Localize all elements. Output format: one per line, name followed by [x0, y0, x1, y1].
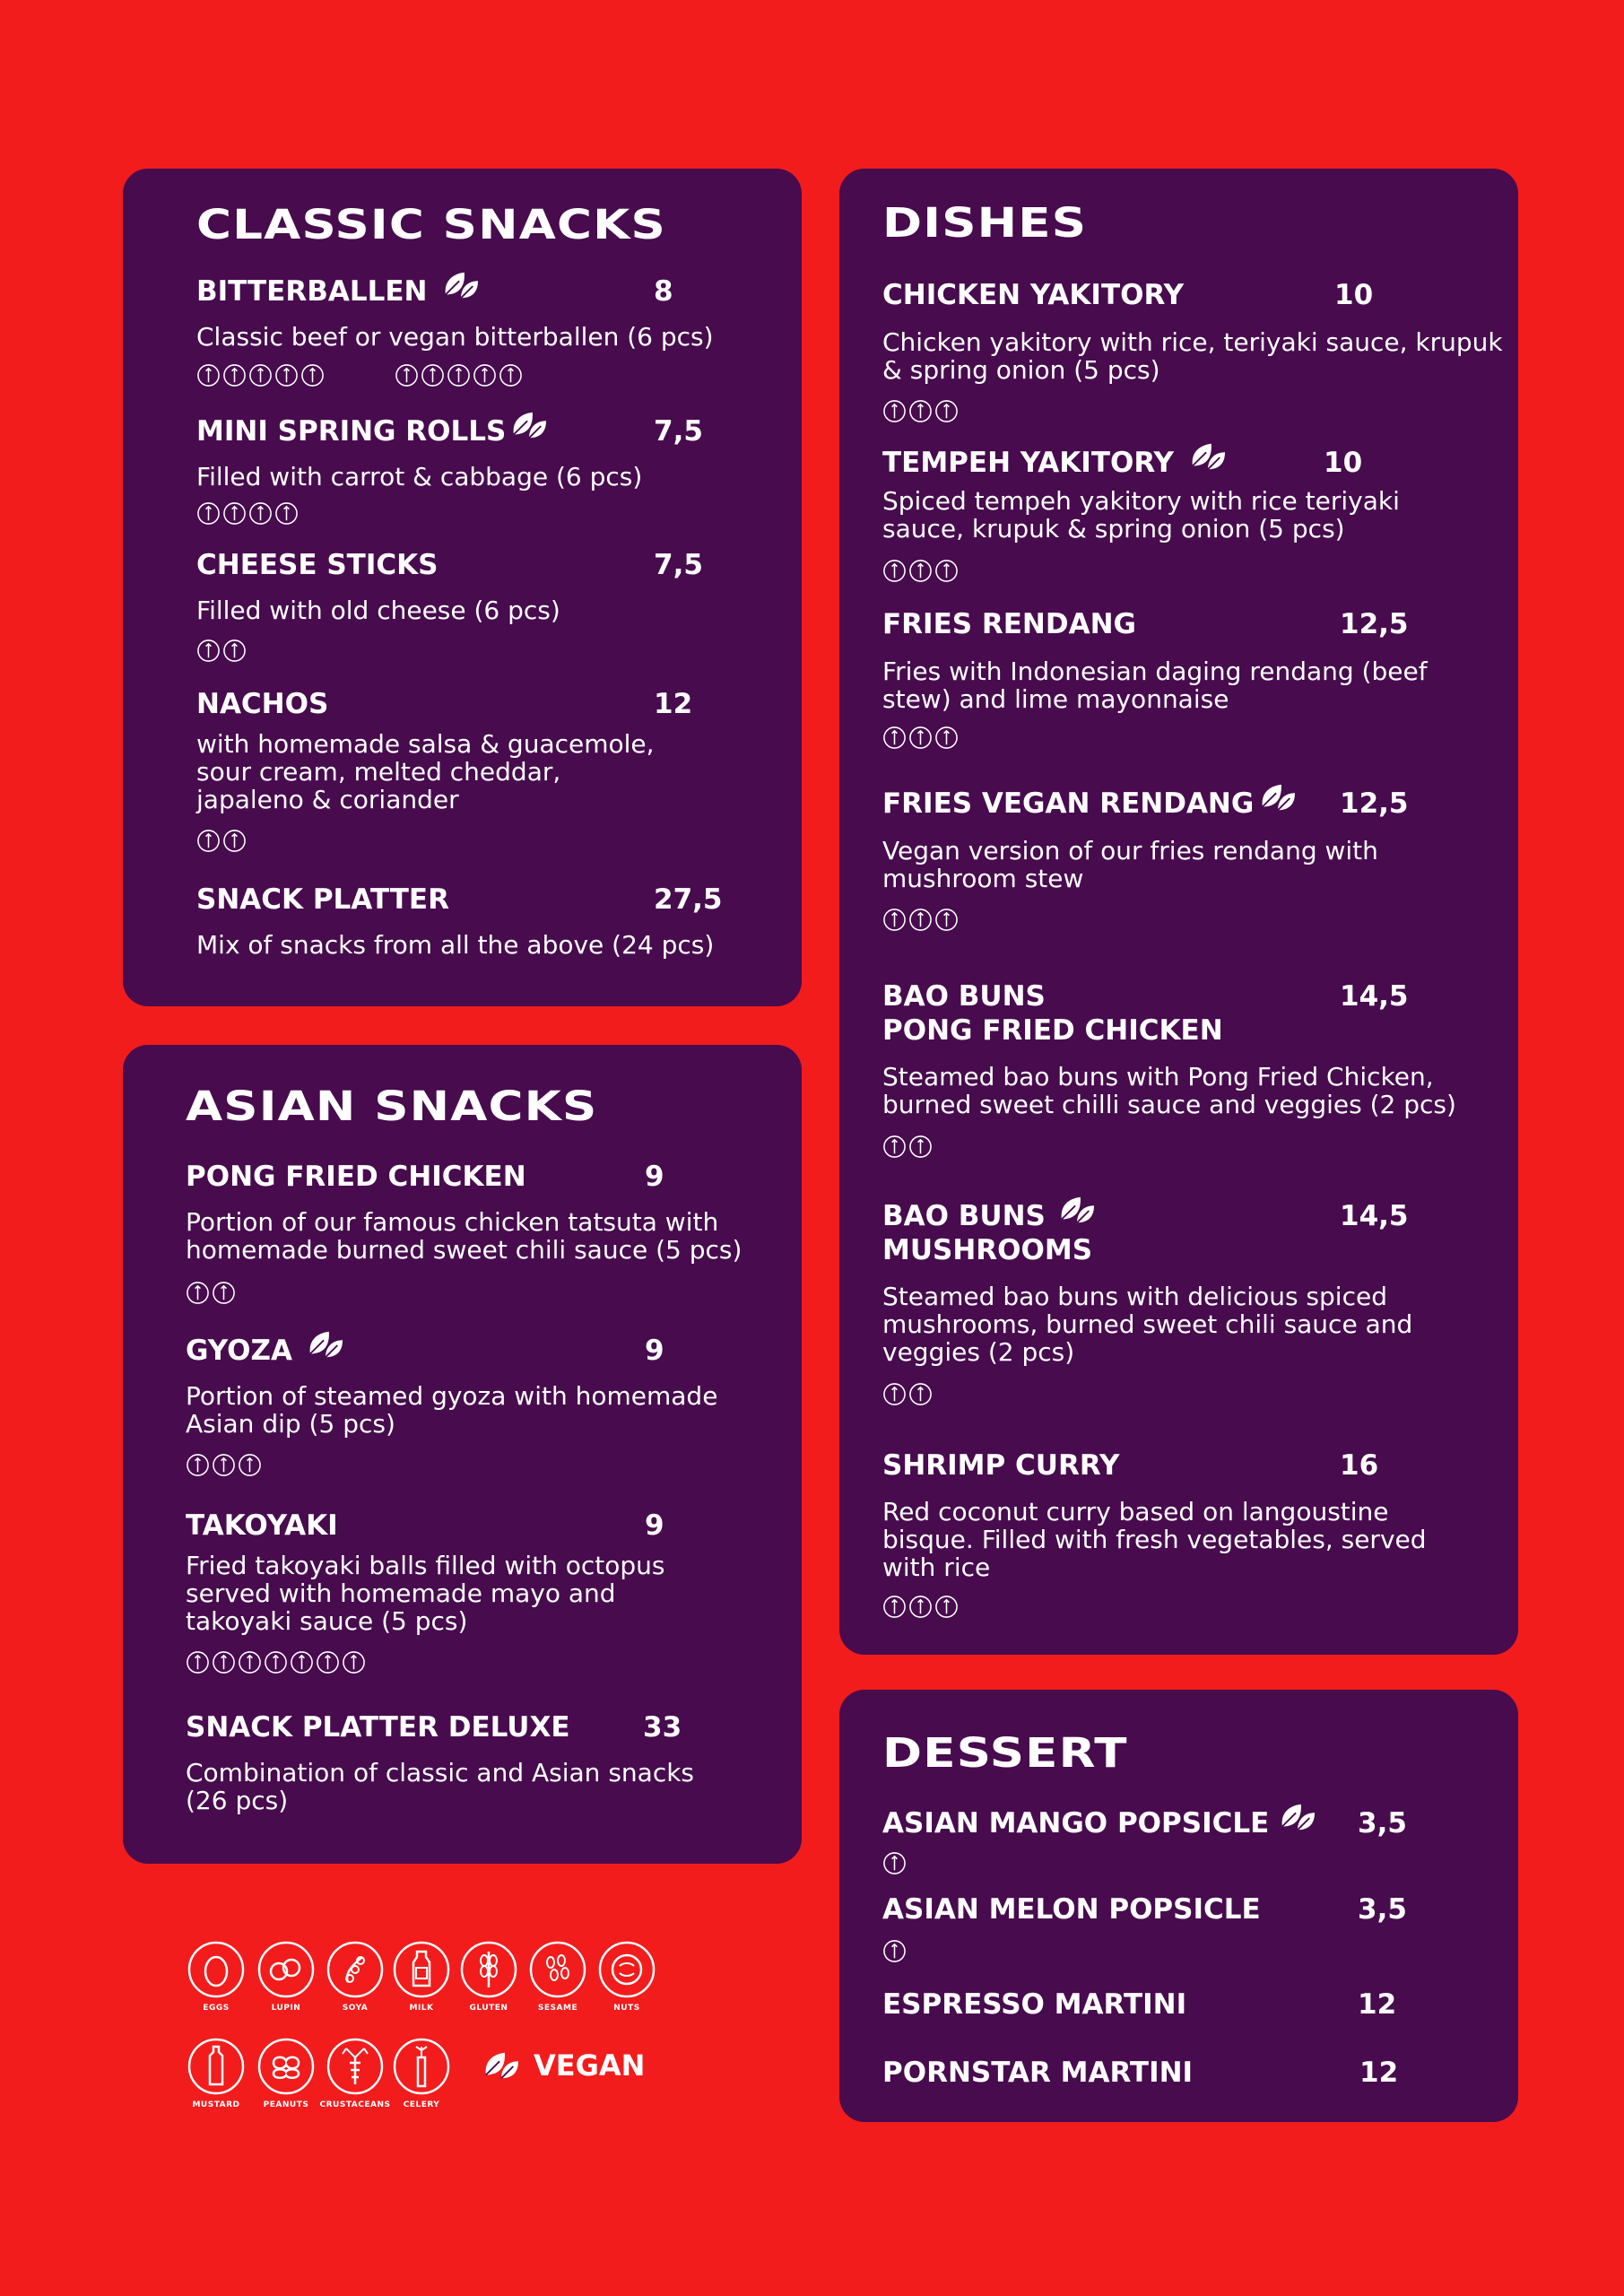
sesame-icon	[529, 1941, 586, 1998]
menu-item-description: Combination of classic and Asian snacks (26 pcs)	[186, 1758, 695, 1815]
menu-item-name: ESPRESSO MARTINI	[882, 1988, 1187, 2021]
section-title: DISHES	[882, 199, 1088, 247]
allergen-icon	[908, 399, 933, 423]
allergen-icon	[882, 399, 907, 423]
allergen-icons	[186, 1650, 366, 1675]
allergen-icon	[186, 1281, 210, 1305]
allergen-icon	[222, 829, 247, 853]
allergen-icon	[934, 399, 959, 423]
allergen-icon	[882, 1939, 907, 1963]
allergen-icon	[499, 363, 523, 387]
legend-label: CRUSTACEANS	[319, 2100, 391, 2109]
menu-item-price: 12,5	[1340, 608, 1409, 640]
menu-item-name: BAO BUNS PONG FRIED CHICKEN	[882, 980, 1223, 1047]
menu-item-description: Filled with old cheese (6 pcs)	[196, 596, 560, 625]
menu-item-description: Portion of steamed gyoza with homemade Asian dip (5 pcs)	[186, 1381, 718, 1439]
menu-item-name: CHEESE STICKS	[196, 549, 439, 581]
menu-item-name: MINI SPRING ROLLS	[196, 415, 507, 448]
menu-item-name: BITTERBALLEN	[196, 275, 428, 308]
vegan-leaf-icon	[1259, 781, 1297, 815]
allergen-icon	[421, 363, 445, 387]
allergen-icons	[186, 1281, 236, 1306]
menu-item-description: Mix of snacks from all the above (24 pcs)	[196, 930, 715, 960]
allergen-icon	[934, 908, 959, 932]
allergen-icon	[934, 559, 959, 583]
menu-item-name: ASIAN MELON POPSICLE	[882, 1893, 1261, 1926]
allergen-icon	[290, 1650, 314, 1674]
allergen-icon	[300, 363, 325, 387]
menu-item-description: Steamed bao buns with delicious spiced mushrooms, burned sweet chili sauce and veggies (2 pcs)	[882, 1282, 1413, 1367]
celery-icon	[393, 2038, 450, 2095]
menu-item-price: 8	[654, 275, 673, 308]
allergen-icon	[316, 1650, 340, 1674]
menu-item-price: 10	[1334, 279, 1374, 311]
legend-label: MUSTARD	[192, 2100, 240, 2109]
crustaceans-icon	[326, 2038, 384, 2095]
allergen-icon	[264, 1650, 288, 1674]
allergen-icon	[908, 1135, 933, 1159]
menu-item-price: 9	[645, 1161, 664, 1193]
classic-snacks-card	[123, 169, 802, 1006]
eggs-icon	[187, 1941, 245, 1998]
allergen-icon	[222, 501, 247, 526]
allergen-icon	[196, 829, 221, 853]
menu-item-name: NACHOS	[196, 688, 329, 720]
allergen-icons	[196, 501, 299, 526]
menu-item-price: 33	[643, 1711, 682, 1744]
menu-item-price: 3,5	[1358, 1807, 1407, 1839]
allergen-icons	[882, 1939, 907, 1964]
allergen-icon	[274, 363, 299, 387]
legend-label: EGGS	[203, 2004, 230, 2013]
allergen-icon	[473, 363, 497, 387]
vegan-leaf-icon	[1058, 1194, 1096, 1228]
allergen-icon	[186, 1650, 210, 1674]
allergen-icon	[212, 1453, 236, 1477]
allergen-icon	[934, 726, 959, 750]
allergen-icon	[882, 1595, 907, 1619]
vegan-leaf-icon	[510, 409, 548, 443]
allergen-icon	[908, 1595, 933, 1619]
allergen-icon	[882, 1851, 907, 1875]
allergen-icon	[196, 363, 221, 387]
lupin-icon	[257, 1941, 315, 1998]
allergen-icon	[248, 501, 273, 526]
menu-item-description: Vegan version of our fries rendang with mushroom stew	[882, 836, 1378, 893]
allergen-icons	[882, 1135, 933, 1160]
menu-item-description: Chicken yakitory with rice, teriyaki sauce, krupuk & spring onion (5 pcs)	[882, 327, 1503, 385]
menu-item-name: BAO BUNS MUSHROOMS	[882, 1200, 1093, 1266]
menu-item-name: TEMPEH YAKITORY	[882, 447, 1174, 479]
menu-item-name: SNACK PLATTER DELUXE	[186, 1711, 570, 1744]
allergen-icons	[395, 363, 523, 388]
menu-item-description: Fried takoyaki balls filled with octopus served with homemade mayo and takoyaki sauce (5 pcs)	[186, 1551, 665, 1636]
milk-icon	[393, 1941, 450, 1998]
menu-item-price: 12	[1358, 1988, 1397, 2021]
allergen-icon	[908, 726, 933, 750]
allergen-icon	[238, 1650, 262, 1674]
section-title: CLASSIC SNACKS	[196, 201, 666, 248]
menu-item-name: SNACK PLATTER	[196, 883, 449, 916]
allergen-icon	[238, 1453, 262, 1477]
menu-item-description: Classic beef or vegan bitterballen (6 pcs)	[196, 322, 714, 352]
allergen-icon	[342, 1650, 366, 1674]
allergen-icon	[186, 1453, 210, 1477]
allergen-icon	[212, 1281, 236, 1305]
gluten-icon	[460, 1941, 517, 1998]
menu-item-description: Fries with Indonesian daging rendang (beef stew) and lime mayonnaise	[882, 657, 1428, 714]
mustard-icon	[187, 2038, 245, 2095]
section-title: DESSERT	[882, 1729, 1128, 1777]
allergen-icons	[196, 363, 325, 388]
menu-item-name: CHICKEN YAKITORY	[882, 279, 1185, 311]
allergen-icons	[196, 829, 247, 854]
menu-item-name: PORNSTAR MARTINI	[882, 2057, 1194, 2089]
menu-item-price: 27,5	[654, 883, 723, 916]
vegan-leaf-icon	[1189, 440, 1227, 474]
menu-item-name: FRIES VEGAN RENDANG	[882, 787, 1255, 820]
menu-item-price: 9	[645, 1509, 664, 1542]
allergen-icon	[882, 1382, 907, 1406]
menu-item-name: TAKOYAKI	[186, 1509, 338, 1542]
allergen-icon	[196, 639, 221, 663]
allergen-icons	[882, 559, 959, 584]
allergen-icons	[882, 1595, 959, 1620]
menu-item-price: 10	[1324, 447, 1363, 479]
allergen-icon	[908, 559, 933, 583]
dishes-card	[839, 169, 1518, 1655]
vegan-leaf-icon	[442, 269, 480, 303]
allergen-icon	[196, 501, 221, 526]
menu-item-description: Steamed bao buns with Pong Fried Chicken, burned sweet chilli sauce and veggies (2 pcs)	[882, 1062, 1456, 1119]
allergen-icon	[447, 363, 471, 387]
allergen-icon	[882, 1135, 907, 1159]
allergen-icons	[882, 399, 959, 424]
legend-label: MILK	[409, 2004, 434, 2013]
menu-item-price: 7,5	[654, 549, 703, 581]
menu-item-name: GYOZA	[186, 1335, 292, 1367]
vegan-leaf-icon	[1279, 1801, 1316, 1835]
menu-item-price: 14,5	[1340, 980, 1409, 1013]
legend-label: PEANUTS	[263, 2100, 309, 2109]
menu-item-price: 9	[645, 1335, 664, 1367]
menu-item-price: 12	[1359, 2057, 1399, 2089]
legend-label: CELERY	[403, 2100, 440, 2109]
legend-label: LUPIN	[271, 2004, 301, 2013]
vegan-leaf-icon	[307, 1328, 344, 1362]
nuts-icon	[598, 1941, 656, 1998]
allergen-icons	[196, 639, 247, 664]
menu-item-description: Spiced tempeh yakitory with rice teriyaki sauce, krupuk & spring onion (5 pcs)	[882, 486, 1400, 544]
peanuts-icon	[257, 2038, 315, 2095]
menu-item-name: PONG FRIED CHICKEN	[186, 1161, 526, 1193]
menu-item-name: FRIES RENDANG	[882, 608, 1136, 640]
legend-label: NUTS	[613, 2004, 640, 2013]
menu-item-description: with homemade salsa & guacemole, sour cream, melted cheddar, japaleno & coriander	[196, 729, 655, 814]
menu-item-name: SHRIMP CURRY	[882, 1449, 1120, 1482]
allergen-icon	[882, 908, 907, 932]
menu-item-price: 12,5	[1340, 787, 1409, 820]
menu-item-price: 3,5	[1358, 1893, 1407, 1926]
allergen-icon	[222, 639, 247, 663]
allergen-icon	[222, 363, 247, 387]
asian-snacks-card	[123, 1045, 802, 1864]
menu-item-description: Portion of our famous chicken tatsuta with homemade burned sweet chili sauce (5 pcs)	[186, 1207, 743, 1265]
allergen-icon	[248, 363, 273, 387]
menu-item-price: 12	[654, 688, 693, 720]
allergen-icon	[934, 1595, 959, 1619]
allergen-icons	[882, 1382, 933, 1407]
allergen-icons	[882, 726, 959, 751]
allergen-icon	[395, 363, 419, 387]
soya-icon	[326, 1941, 384, 1998]
menu-item-name: ASIAN MANGO POPSICLE	[882, 1807, 1270, 1839]
menu-item-price: 7,5	[654, 415, 703, 448]
section-title: ASIAN SNACKS	[186, 1083, 598, 1130]
allergen-icon	[274, 501, 299, 526]
allergen-icon	[908, 908, 933, 932]
allergen-icons	[882, 908, 959, 933]
allergen-icon	[882, 726, 907, 750]
allergen-icons	[186, 1453, 262, 1478]
allergen-icon	[882, 559, 907, 583]
allergen-icons	[882, 1851, 907, 1876]
menu-item-description: Filled with carrot & cabbage (6 pcs)	[196, 462, 643, 491]
allergen-icon	[212, 1650, 236, 1674]
legend-label: SOYA	[342, 2004, 369, 2013]
menu-item-price: 14,5	[1340, 1200, 1409, 1232]
allergen-icon	[908, 1382, 933, 1406]
vegan-label: VEGAN	[534, 2048, 646, 2083]
legend-label: SESAME	[537, 2004, 578, 2013]
vegan-leaf-icon	[482, 2049, 520, 2083]
legend-label: GLUTEN	[469, 2004, 508, 2013]
dessert-card	[839, 1690, 1518, 2122]
menu-item-price: 16	[1340, 1449, 1379, 1482]
menu-item-description: Red coconut curry based on langoustine bisque. Filled with fresh vegetables, served with rice	[882, 1497, 1427, 1582]
